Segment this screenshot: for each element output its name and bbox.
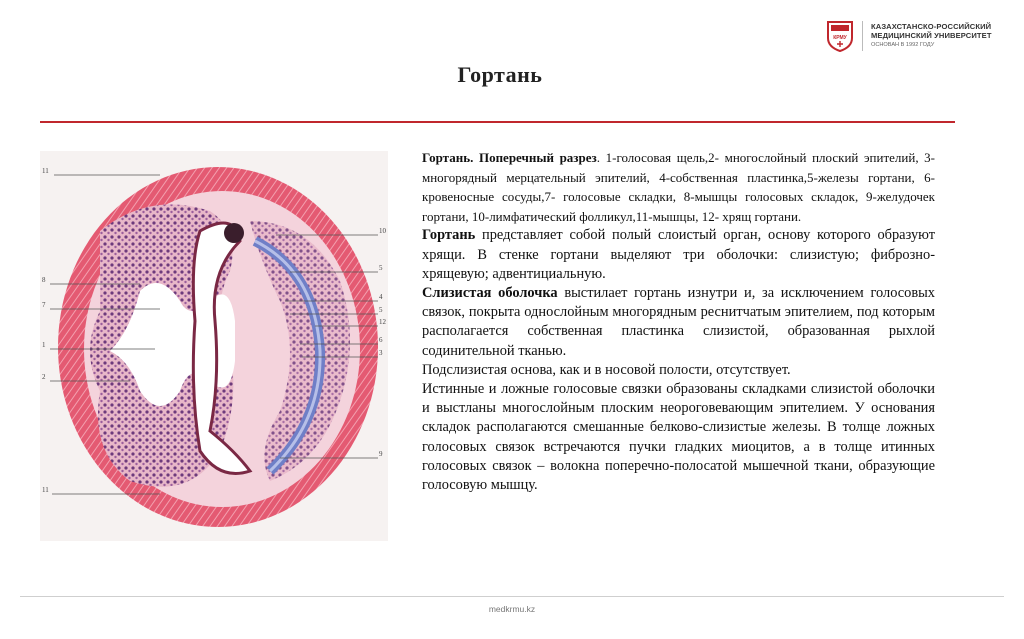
label-left-1: 11 — [42, 167, 49, 175]
university-brand — [826, 18, 1016, 54]
paragraph-3 — [422, 361, 935, 380]
label-right-8: 9 — [379, 450, 383, 458]
larynx-illustration — [40, 151, 388, 541]
paragraph-1-text: представляет собой полый слоистый орган, основу которого образуют хрящи. В стенке гортани выделяют три оболочки: слизистую; фиброзно-хрящевую; адвентициальную. — [422, 227, 935, 282]
lymphatic-follicle — [224, 223, 244, 243]
footer-divider — [20, 596, 1004, 597]
label-right-7: 3 — [379, 349, 383, 357]
description-text — [422, 148, 935, 495]
caption-heading: Гортань. Поперечный разрез — [422, 150, 597, 165]
brand-divider — [862, 21, 863, 51]
label-right-2: 5 — [379, 264, 383, 272]
title-divider — [40, 121, 955, 123]
logo-text: КРМУ — [833, 35, 847, 41]
paragraph-2 — [422, 284, 935, 361]
brand-line-1: КАЗАХСТАНСКО-РОССИЙСКИЙ — [871, 22, 992, 31]
paragraph-3-text: Подслизистая основа, как и в носовой полости, отсутствует. — [422, 361, 791, 378]
larynx-cross-section-figure — [40, 151, 388, 541]
figure-caption: Гортань. Поперечный разрез. 1-голосовая щель,2- многослойный плоский эпителий, 3- многорядный мерцательный эпителий, 4-собственная пластинка,5-железы гортани, 6- кровеносные сосуды,7- голосовые складки, 8-мышцы голосовых складок, 9-желудочек гортани, 10-лимфатический фолликул,11-мышцы, 12- хрящ гортани. — [422, 150, 936, 224]
label-right-6: 6 — [379, 336, 383, 344]
slide-title: Гортань — [457, 62, 543, 87]
paragraph-1 — [422, 226, 935, 284]
caption-legend: 1-голосовая щель,2- многослойный плоский эпителий, 3- многорядный мерцательный эпителий, 4-собственная пластинка,5-железы гортани, 6- кровеносные сосуды,7- голосовые складки, 8-мышцы голосовых складок, 9-желудочек гортани, 10-лимфатический фолликул,11-мышцы, 12- хрящ гортани. — [422, 150, 936, 224]
label-left-2: 8 — [42, 276, 46, 284]
brand-text — [871, 22, 992, 50]
label-right-5: 12 — [379, 318, 386, 326]
brand-founded: ОСНОВАН В 1992 ГОДУ — [871, 42, 935, 48]
label-left-3: 7 — [42, 301, 46, 309]
label-right-1: 10 — [379, 227, 386, 235]
label-right-4: 5 — [379, 306, 383, 314]
label-left-5: 2 — [42, 373, 46, 381]
label-right-3: 4 — [379, 293, 383, 301]
label-left-6: 11 — [42, 486, 49, 494]
label-left-4: 1 — [42, 341, 46, 349]
university-shield-icon — [826, 20, 854, 52]
brand-line-2: МЕДИЦИНСКИЙ УНИВЕРСИТЕТ — [871, 31, 992, 40]
paragraph-4-text: Истинные и ложные голосовые связки образованы складками слизистой оболочки и выстланы многослойным плоским неороговевающим эпителием. У основания складок располагаются смешанные белково-слизистые железы. В толще ложных голосовых связок встречаются пучки гладких миоцитов, а в толще итинных голосовых связок – волокна поперечно-полосатой мышечной ткани, образующие голосовую мышцу. — [422, 381, 935, 494]
footer-site-link[interactable]: medkrmu.kz — [488, 604, 536, 614]
paragraph-1-term: Гортань — [422, 227, 476, 244]
paragraph-2-text: выстилает гортань изнутри и, за исключением голосовых связок, покрыта однослойным многорядным реснитчатым эпителием, под которым располагается собственная пластинка слизистой, образованная рыхлой содинительной тканью. — [422, 284, 936, 359]
paragraph-2-term: Слизистая оболочка — [422, 284, 558, 301]
paragraph-4 — [422, 380, 935, 495]
